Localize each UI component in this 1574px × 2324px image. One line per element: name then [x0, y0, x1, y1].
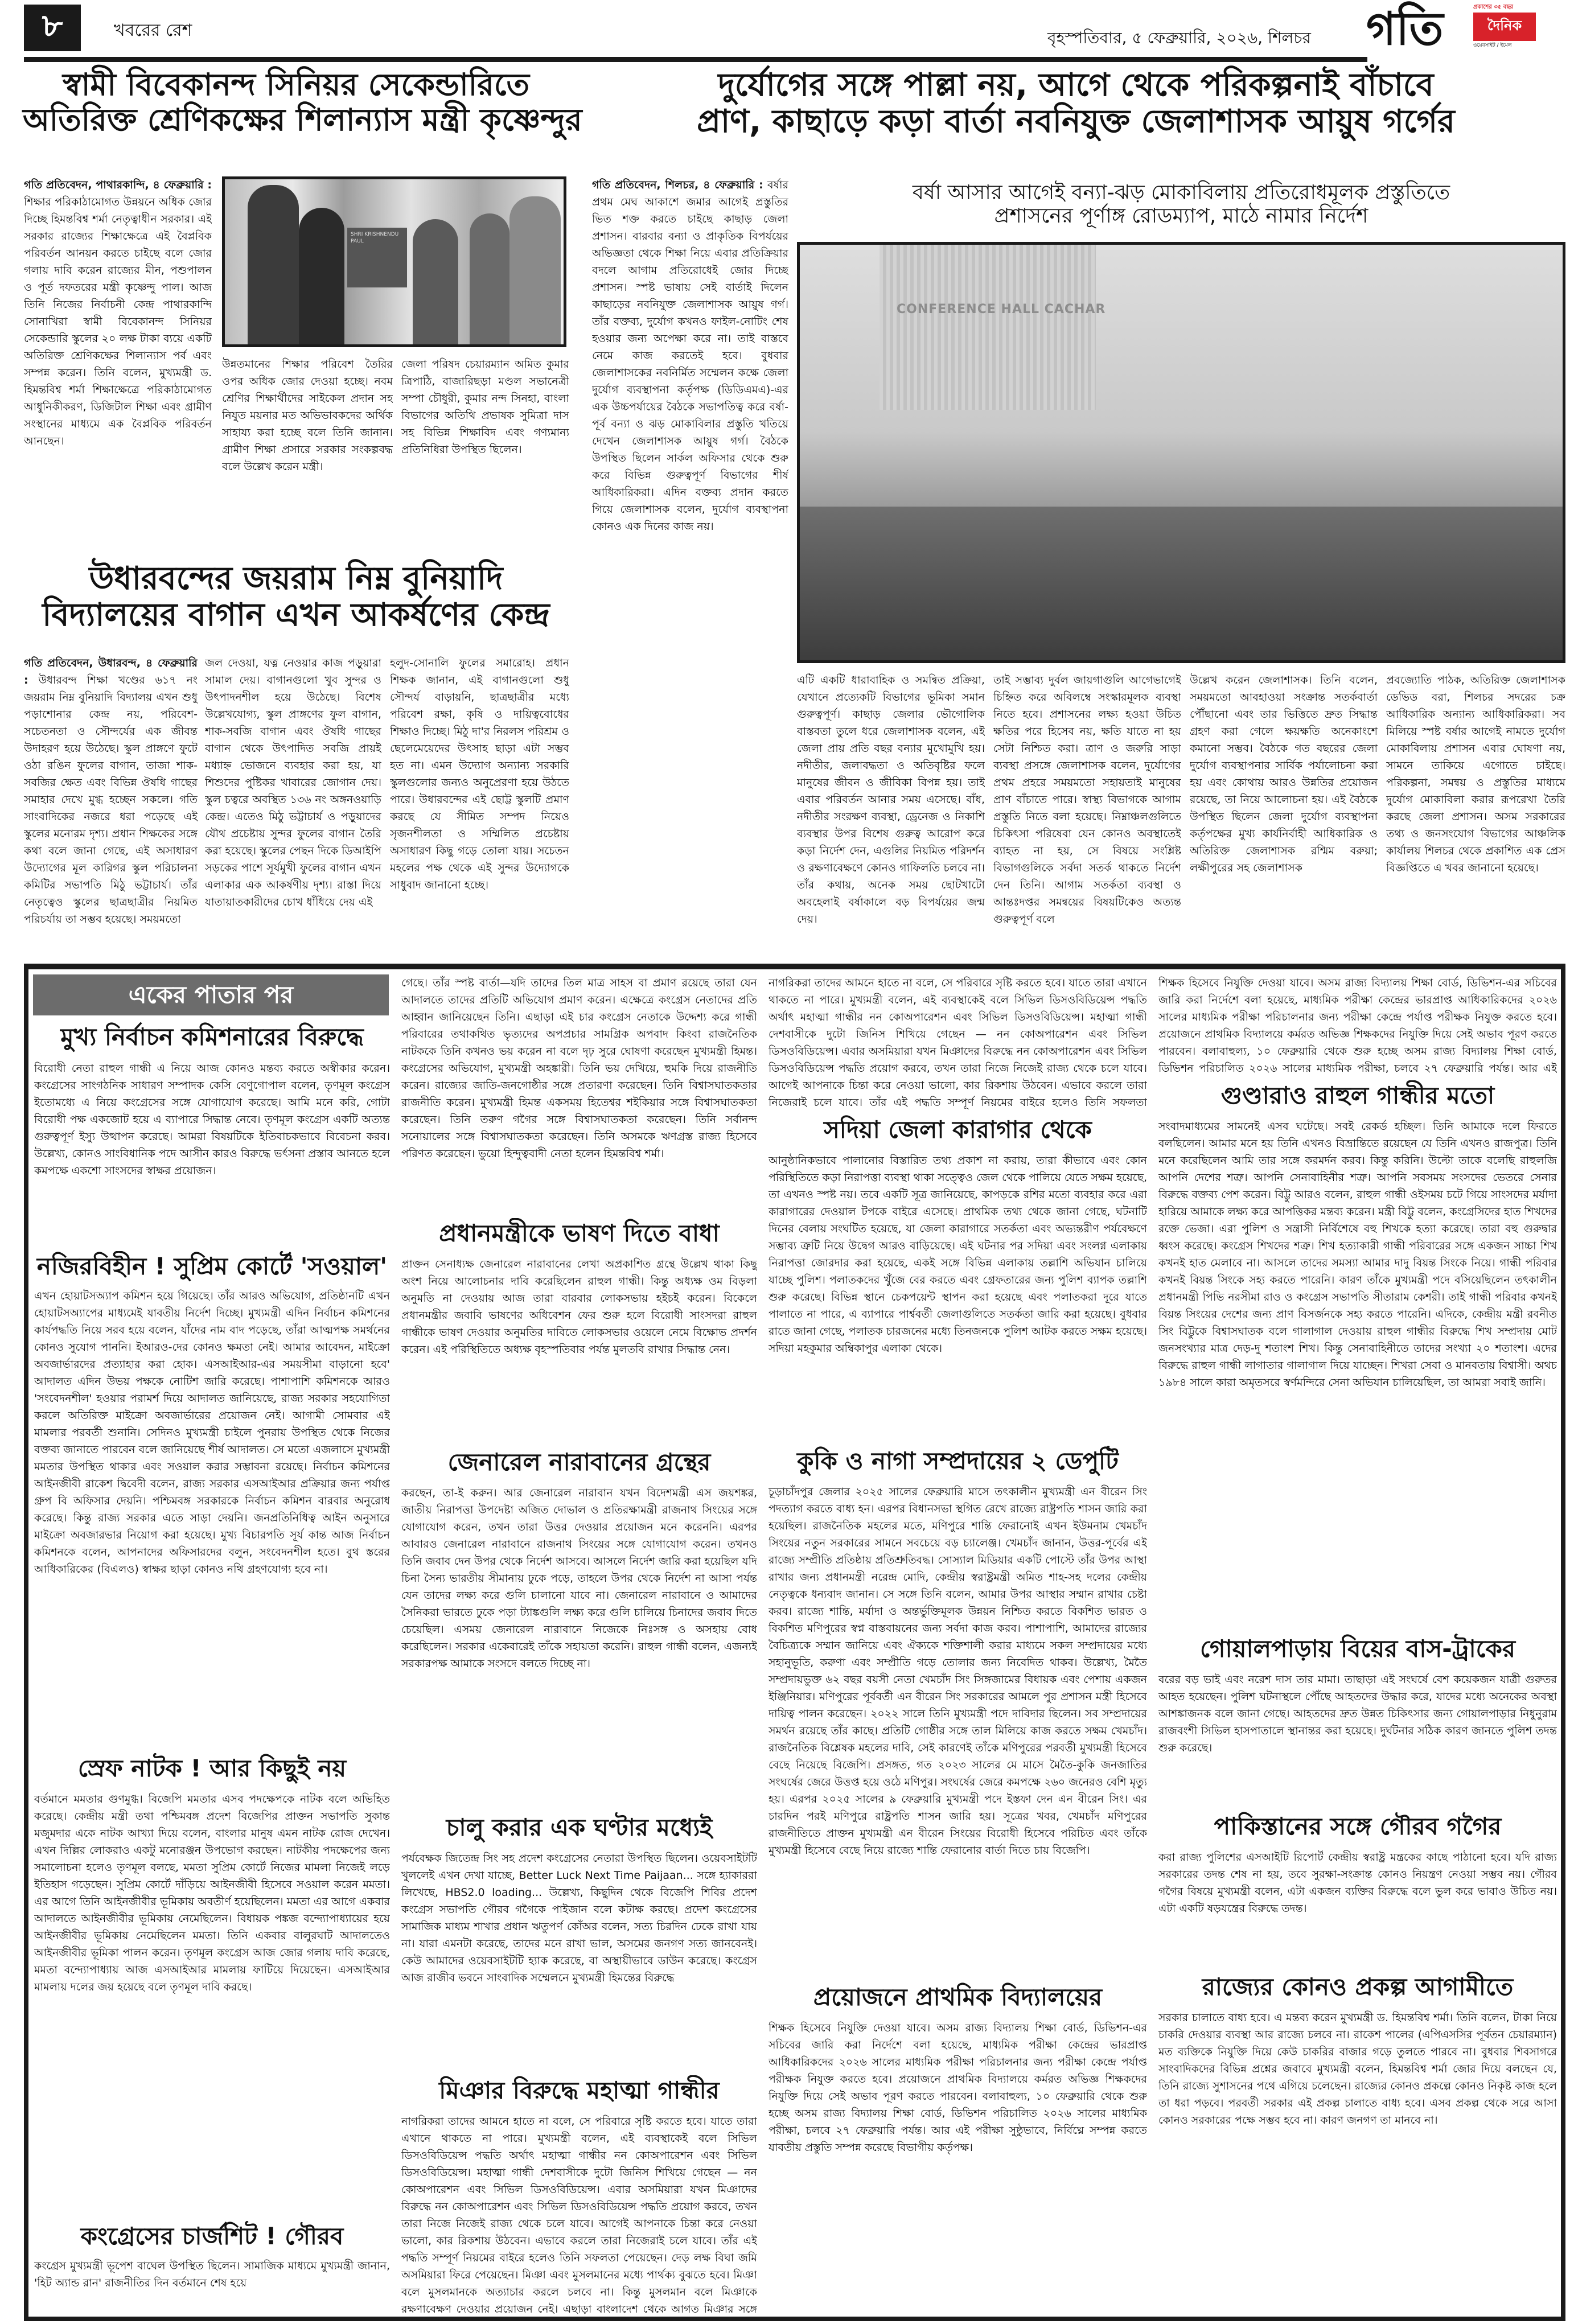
photo-figure [413, 219, 458, 344]
masthead-rule [24, 57, 1367, 62]
story-headline: প্রধানমন্ত্রীকে ভাষণ দিতে বাধা [439, 1219, 720, 1247]
story-body: বিরোধী নেতা রাহুল গান্ধী এ নিয়ে আজ কোনও মন্তব্য করতে অস্বীকার করেন। কংগ্রেসের সাংগঠনিক সাধারণ সম্পাদক কেসি বেণুগোপাল বলেন, তৃণমূল কংগ্রেস ইতোমধ্যে এ নিয়ে কংগ্রেসের সঙ্গে যোগাযোগ করেছে। আমি মনে করি, গোটা বিরোধী পক্ষ একজোট হয়ে এ ব্যাপারে সিদ্ধান্ত নেবে। তৃণমূল কংগ্রেস একটি অত্যন্ত গুরুত্বপূর্ণ ইস্যু উত্থাপন করেছে। আমরা বিষয়টিকে ইতিবাচকভাবে বিবেচনা করব। উল্লেখ্য, কোনও সাংবিধানিক পদে আসীন কারও বিরুদ্ধে ভর্ৎসনা প্রস্তাব আনতে হলে কমপক্ষে একশো সাংসদের স্বাক্ষর প্রয়োজন। [34, 1062, 390, 1177]
news-photo-foundation-stone [222, 176, 566, 347]
story-headline: সদিয়া জেলা কারাগার থেকে [824, 1116, 1092, 1144]
headline-line: বিদ্যালয়ের বাগান এখন আকর্ষণের কেন্দ্র [42, 597, 550, 634]
story-body: শিক্ষক হিসেবে নিযুক্তি দেওয়া যাবে। অসম রাজ্য বিদ্যালয় শিক্ষা বোর্ড, ডিভিশন-এর সচিবের জারি করা নির্দেশে বলা হয়েছে, মাধ্যমিক পরীক্ষা কেন্দ্রের ভারপ্রাপ্ত আধিকারিকদের ২০২৬ সালের মাধ্যমিক পরীক্ষা পরিচালনার জন্য পরীক্ষা কেন্দ্রে পর্যাপ্ত পরীক্ষক নিযুক্ত করতে হবে। প্রয়োজনে প্রাথমিক বিদ্যালয়ে কর্মরত অভিজ্ঞ শিক্ষকদের নিযুক্তি দিয়ে সেই অভাব পূরণ করতে পারবেন। বলাবাহুল্য, ১০ ফেব্রুয়ারি থেকে শুরু হচ্ছে অসম রাজ্য বিদ্যালয় শিক্ষা বোর্ড, ডিভিশন পরিচালিত ২০২৬ সালের মাধ্যমিক পরীক্ষা, চলবে ২৭ ফেব্রুয়ারি পর্যন্ত। আর এই পরীক্ষা সুষ্ঠুভাবে, নির্বিঘ্নে সম্পন্ন করতে যাবতীয় প্রস্তুতি সম্পন্ন করেছে বিভাগীয় কর্তৃপক্ষ। [768, 2022, 1147, 2154]
story-headline: প্রয়োজনে প্রাথমিক বিদ্যালয়ের [813, 1983, 1103, 2011]
newspaper-logo [1366, 1, 1574, 58]
story-headline: কংগ্রেসের চার্জশিট ! গৌরব [80, 2222, 344, 2250]
story-body: আনুষ্ঠানিকভাবে পালানোর বিস্তারিত তথ্য প্রকাশ না করায়, তারা কীভাবে এবং কোন পরিস্থিতিতে কড়া নিরাপত্তা ব্যবস্থা থাকা সত্ত্বেও জেল থেকে পালিয়ে যেতে সক্ষম হয়েছে, তা এখনও স্পষ্ট নয়। তবে একটি সূত্র জানিয়েছে, কাপড়কে রশির মতো ব্যবহার করে এরা কারাগারের দেওয়াল টপকে বাইরে এসেছে। প্রাথমিক তথ্য থেকে জানা গেছে, ঘটনাটি দিনের বেলায় সংঘটিত হয়েছে, যা জেলা কারাগারে সতর্কতা এবং অভ্যন্তরীণ পর্যবেক্ষণে সম্ভাব্য ত্রুটি নিয়ে উদ্বেগ আরও বাড়িয়েছে। এই ঘটনার পর সদিয়া এবং সংলগ্ন এলাকায় নিরাপত্তা জোরদার করা হয়েছে, একই সঙ্গে বিভিন্ন এলাকায় তল্লাশি অভিযান চালিয়ে যাচ্ছে পুলিশ। পলাতকদের খুঁজে বের করতে এবং গ্রেফতারের জন্য পুলিশ ব্যাপক তল্লাশি শুরু করেছে। বিভিন্ন স্থানে চেকপয়েন্ট স্থাপন করা হয়েছে এবং পলাতকরা দূরে যাতে পালাতে না পারে, এ ব্যাপারে পার্শ্ববর্তী জেলাগুলিতে সতর্কতা জারি করা হয়েছে। বুধবার রাতে জানা গেছে, পলাতক চারজনের মধ্যে তিনজনকে পুলিশ আটক করতে সক্ষম হয়েছে। সদিয়া মহকুমার অম্বিকাপুর এলাকা থেকে। [768, 1154, 1147, 1355]
article-column: উল্লেখ করেন জেলাশাসক। তিনি বলেন, সময়মতো আবহাওয়া সংক্রান্ত সতর্কবার্তা পৌঁছানো এবং তার ভিত্তিতে দ্রুত সিদ্ধান্ত গ্রহণ করা গেলে ক্ষয়ক্ষতি অনেকাংশে কমানো সম্ভব। বৈঠকে গত বছরের জেলা দুর্যোগ ব্যবস্থাপনার সার্বিক পর্যালোচনা করা হয় এবং কোথায় আরও উন্নতির প্রয়োজন রয়েছে, তা নিয়ে আলোচনা হয়। এই বৈঠকে উপস্থিত ছিলেন জেলা দুর্যোগ ব্যবস্থাপনা কর্তৃপক্ষের মুখ্য কার্যনির্বাহী আধিকারিক ও অতিরিক্ত জেলাশাসক রশ্মিম বরুয়া; লক্ষীপুরের সহ জেলাশাসক [1190, 674, 1378, 874]
subheadline-line: বর্ষা আসার আগেই বন্যা-ঝড় মোকাবিলায় প্রতিরোধমূলক প্রস্তুতিতে [912, 181, 1450, 204]
story-headline: চালু করার এক ঘণ্টার মধ্যেই [446, 1813, 713, 1841]
story-body: শিক্ষক হিসেবে নিযুক্তি দেওয়া যাবে। অসম রাজ্য বিদ্যালয় শিক্ষা বোর্ড, ডিভিশন-এর সচিবের জারি করা নির্দেশে বলা হয়েছে, মাধ্যমিক পরীক্ষা কেন্দ্রের ভারপ্রাপ্ত আধিকারিকদের ২০২৬ সালের মাধ্যমিক পরীক্ষা পরিচালনার জন্য পরীক্ষা কেন্দ্রে পর্যাপ্ত পরীক্ষক নিযুক্ত করতে হবে। প্রয়োজনে প্রাথমিক বিদ্যালয়ে কর্মরত অভিজ্ঞ শিক্ষকদের নিযুক্তি দিয়ে সেই অভাব পূরণ করতে পারবেন। বলাবাহুল্য, ১০ ফেব্রুয়ারি থেকে শুরু হচ্ছে অসম রাজ্য বিদ্যালয় শিক্ষা বোর্ড, ডিভিশন পরিচালিত ২০২৬ সালের মাধ্যমিক পরীক্ষা, চলবে ২৭ ফেব্রুয়ারি পর্যন্ত। আর এই [1158, 977, 1557, 1075]
article-column: জল দেওয়া, যত্ন নেওয়ার কাজ পড়ুয়ারা সামাল দেয়। বাগানগুলো খুব সুন্দর ও উৎপাদনশীল হয়ে উঠেছে। বিশেষ উল্লেখযোগ্য, স্কুল প্রাঙ্গণের ফুল বাগান, শাক-সবজি বাগান এবং ঔষধি গাছের বাগান থেকে উৎপাদিত সবজি প্রায়ই মধ্যাহ্ন ভোজনে ব্যবহার করা হয়, যা শিশুদের পুষ্টিকর খাবারের জোগান দেয়। স্কুল চত্বরে অবস্থিত ১৩৬ নং অঙ্গনওয়াড়ি কেন্দ্র। এতেও মিঠু ভট্টাচার্য ও পড়ুয়াদের যৌথ প্রচেষ্টায় সুন্দর ফুলের বাগান তৈরি করা হয়েছে। স্কুলের পেছন দিকে ডিআইপি সড়কের পাশে সূর্যমুখী ফুলের বাগান এখন এলাকার এক আকর্ষণীয় দৃশ্য। রাস্তা দিয়ে যাতায়াতকারীদের চোখ ধাঁধিয়ে দেয় এই [205, 657, 381, 908]
story-headline: কুকি ও নাগা সম্প্রদায়ের ২ ডেপুটি [797, 1447, 1119, 1475]
article-column [24, 176, 212, 552]
story-headline: স্রেফ নাটক ! আর কিছুই নয় [77, 1754, 347, 1782]
lead-story-headline [586, 67, 1565, 141]
photo-plaque: SHRI KRISHNENDU PAUL [347, 228, 407, 287]
story-headline: মুখ্য নির্বাচন কমিশনারের বিরুদ্ধে [60, 1023, 364, 1051]
article-dateline: গতি প্রতিবেদন, উধারবন্দ, ৪ ফেব্রুয়ারি : [24, 657, 198, 686]
logo-wordmark: গতি [1366, 2, 1444, 55]
masthead [0, 0, 1574, 57]
article-column [24, 655, 198, 962]
article-column: জেলা পরিষদ চেয়ারম্যান অমিত কুমার ত্রিপাঠি, বাজারিছড়া মণ্ডল সভানেত্রী সম্পা চৌধুরী, কুমার নন্দ সিনহা, বাংলা বিভাগের অতিথি প্রভাষক সুমিত্রা দাস সহ বিভিন্ন শিক্ষাবিদ এবং গণ্যমান্য প্রতিনিধিরা উপস্থিত ছিলেন। [401, 358, 569, 456]
lower-left-headline [23, 561, 569, 634]
headline-line: উধারবন্দের জয়রাম নিম্ন বুনিয়াদি [89, 560, 503, 597]
article-text: বর্ষার প্রথম মেঘ আকাশে জমার আগেই প্রস্তুতির ভিত শক্ত করতে চাইছে কাছাড় জেলা প্রশাসন। বারবার বন্যা ও প্রাকৃতিক বিপর্যয়ের অভিজ্ঞতা থেকে শিক্ষা নিয়ে এবার প্রতিক্রিয়ার বদলে আগাম প্রতিরোধেই জোর দিচ্ছে প্রশাসন। স্পষ্ট ভাষায় সেই বার্তাই দিলেন কাছাড়ের নবনিযুক্ত জেলাশাসক আয়ুষ গর্গ। তাঁর বক্তব্য, দুর্যোগ কখনও ফাইল-নোটিং শেষ হওয়ার জন্য অপেক্ষা করে না। তাই বাস্তবে নেমে কাজ করতেই হবে। বুধবার জেলাশাসকের নবনির্মিত সম্মেলন কক্ষে জেলা দুর্যোগ ব্যবস্থাপনা কর্তৃপক্ষ (ডিডিএমএ)-এর এক উচ্চপর্যায়ের বৈঠকে সভাপতিত্ব করে বর্ষা-পূর্ব বন্যা ও ঝড় মোকাবিলার প্রস্তুতি খতিয়ে দেখেন জেলাশাসক আয়ুষ গর্গ। বৈঠকে উপস্থিত ছিলেন সার্কল অফিসার থেকে শুরু করে বিভিন্ন গুরুত্বপূর্ণ বিভাগের শীর্ষ আধিকারিকরা। এদিন বক্তব্য প্রদান করতে গিয়ে জেলাশাসক বলেন, দুর্যোগ ব্যবস্থাপনা কোনও এক দিনের কাজ নয়। [592, 179, 788, 533]
story-headline: মিঞার বিরুদ্ধে মহাত্মা গান্ধীর [439, 2076, 720, 2104]
story-body: করছেন, তা-ই করুন। আর জেনারেল নারাবান যখন বিদেশমন্ত্রী এস জয়শঙ্কর, জাতীয় নিরাপত্তা উপদেষ্টা অজিত দোভাল ও প্রতিরক্ষামন্ত্রী রাজনাথ সিংয়ের সঙ্গে যোগাযোগ করেন, তখন তারা উত্তর দেওয়ার প্রয়োজন মনে করেননি। এরপর আবারও জেনারেল নারাবানে রাজনাথ সিংয়ের সঙ্গে যোগাযোগ করেন। তখনও তিনি জবাব দেন উপর থেকে নির্দেশ আসবে। আসলে নির্দেশ জারি করা হয়েছিল যদি চিনা সৈন্য ভারতীয় সীমানায় ঢুকে পড়ে, তাহলে উপর থেকে নির্দেশ না আসা পর্যন্ত যেন তাদের লক্ষ্য করে গুলি চালানো যাবে না। জেনারেল নারাবানে ও আমাদের সৈনিকরা ভারতে ঢুকে পড়া ট্যাঙ্কগুলি লক্ষ্য করে গুলি চালিয়ে চিনাদের জবাব দিতে চেয়েছিল। এসময় জেনারেল নারাবানে নিজেকে নিঃসঙ্গ ও অসহায় বোধ করেছিলেন। সরকার একেবারেই তাঁকে সহায়তা করেনি। রাহুল গান্ধী বলেন, এজন্যই সরকারপক্ষ আমাকে সংসদে বলতে দিচ্ছে না। [401, 1487, 757, 1670]
story-body: করা রাজ্য পুলিশের এসআইটি রিপোর্ট কেন্দ্রীয় স্বরাষ্ট্র মন্ত্রকের কাছে পাঠানো হবে। যদি রাজ্য সরকারের তদন্ত শেষ না হয়, তবে সুরক্ষা-সংক্রান্ত কোনও নিয়ন্ত্রণ নেওয়া সম্ভব নয়। গৌরব গগৈর বিষয়ে মুখ্যমন্ত্রী বলেন, এটা একজন ব্যক্তির বিরুদ্ধে বলে ভুল করে ভাবাও উচিত নয়। এটা একটি ষড়যন্ত্রের বিরুদ্ধে তদন্ত। [1158, 1851, 1557, 1915]
article-column: এটি একটি ধারাবাহিক ও সমন্বিত প্রক্রিয়া, যেখানে প্রত্যেকটি বিভাগের ভূমিকা সমান গুরুত্বপূর্ণ। কাছাড় জেলার ভৌগোলিক বাস্তবতা তুলে ধরে জেলাশাসক বলেন, এই জেলা প্রায় প্রতি বছর বন্যার মুখোমুখি হয়। নদীতীর, জলাবদ্ধতা ও অতিবৃষ্টির ফলে মানুষের জীবন ও জীবিকা বিপন্ন হয়। তাই এবার পরিবর্তন আনার সময় এসেছে। বাঁধ, নদীতীর সংরক্ষণ ব্যবস্থা, ড্রেনেজ ও নিকাশি ব্যবস্থার উপর বিশেষ গুরুত্ব আরোপ করে কড়া নির্দেশ দেন, এগুলির নিয়মিত পরিদর্শন ও রক্ষণাবেক্ষণে কোনও গাফিলতি চলবে না। তাঁর কথায়, অনেক সময় ছোটখাটো অবহেলাই বর্ষাকালে বড় বিপর্যয়ের জন্ম দেয়। [797, 674, 985, 926]
article-dateline: গতি প্রতিবেদন, শিলচর, ৪ ফেব্রুয়ারি : [592, 179, 763, 191]
article-column: প্রবজ্যোতি পাঠক, অতিরিক্ত জেলাশাসক ডেভিড বরা, শিলচর সদরের চক্র আধিকারিক অন্যান্য আধিকারিকরা। সব মিলিয়ে স্পষ্ট বর্ষার আগেই নামতে দুর্যোগ মোকাবিলায় প্রশাসন এবার ঘোষণা নয়, সামনে তাকিয়ে এগোতে চাইছে। পরিকল্পনা, সমন্বয় ও প্রস্তুতির মাধ্যমে দুর্যোগ মোকাবিলা করার রূপরেখা তৈরি করছে জেলা প্রশাসন। অসম সরকারের তথ্য ও জনসংযোগ বিভাগের আঞ্চলিক কার্যালয় শিলচর থেকে প্রকাশিত এক প্রেস বিজ্ঞপ্তিতে এ খবর জানানো হয়েছে। [1386, 674, 1565, 874]
article-text: উধারবন্দ শিক্ষা খণ্ডের ৬১৭ নং জয়রাম নিম্ন বুনিয়াদি বিদ্যালয় এখন শুধু পড়াশোনার কেন্দ্র নয়, পরিবেশ-সচেতনতা ও সৌন্দর্যের এক জীবন্ত উদাহরণ হয়ে উঠেছে। স্কুল প্রাঙ্গণে ফুটে ওঠা রঙিন ফুলের বাগান, তাজা শাক-সবজির ক্ষেত এবং বিভিন্ন ঔষধি গাছের সমাহার দেখে মুগ্ধ হচ্ছেন সকলে। গতি সাংবাদিকের নজরে ধরা পড়েছে এই স্কুলের মনোরম দৃশ্য। প্রধান শিক্ষকের সঙ্গে কথা বলে জানা গেছে, এই অসাধারণ উদ্যোগের মূল কারিগর স্কুল পরিচালনা কমিটির সভাপতি মিঠু ভট্টাচার্য। তাঁর নেতৃত্বেও স্কুলের ছাত্রছাত্রীর নিয়মিত পরিচর্যায় তা সম্ভব হয়েছে। সময়মতো [24, 674, 198, 926]
top-left-headline [23, 67, 582, 138]
photo-figure [470, 213, 509, 344]
story-body: এখন হোয়াটসঅ্যাপ কমিশন হয়ে গিয়েছে। তাঁর আরও অভিযোগ, প্রতিষ্ঠানটি এখন হোয়াটসঅ্যাপের মাধ্যমেই যাবতীয় নির্দেশ দিচ্ছে। মুখ্যমন্ত্রী এদিন নির্বাচন কমিশনের কার্যপদ্ধতি নিয়ে সরব হয়ে বলেন, যাঁদের নাম বাদ পড়েছে, তাঁরা আত্মপক্ষ সমর্থনের কোনও সুযোগ পাননি। ইআরও-দের কোনও ক্ষমতা নেই। আমার আবেদন, মাইক্রো অবজার্ভারদের প্রত্যাহার করা হোক। এসআইআর-এর সময়সীমা বাড়ানো হবে' আদালত এদিন উভয় পক্ষকে নোটিশ জারি করেছে। পাশাপাশি কমিশনকে আরও 'সংবেদনশীল' হওয়ার পরামর্শ দিয়ে আদালত জানিয়েছে, রাজ্য সরকার সহযোগিতা করলে অতিরিক্ত মাইক্রো অবজার্ভারের প্রয়োজন নেই। আগামী সোমবার এই মামলার পরবর্তী শুনানি। সেদিনও মুখ্যমন্ত্রী চাইলে পুনরায় উপস্থিত থেকে নিজের বক্তব্য জানাতে পারবেন বলে জানিয়েছে শীর্ষ আদালত। সে মতো এজলাসে মুখ্যমন্ত্রী মমতার উপস্থিত থাকার এবং সওয়াল করার সম্ভাবনা রয়েছে। নির্বাচন কমিশনের আইনজীবী রাকেশ দ্বিবেদী বলেন, রাজ্য সরকার এসআইআর প্রক্রিয়ার জন্য পর্যাপ্ত গ্রুপ বি অফিসার দেয়নি। পশ্চিমবঙ্গ সরকারকে নির্বাচন কমিশন বারবার অনুরোধ করেছে। কিন্তু রাজ্য সরকার এতে সাড়া দেয়নি। জনপ্রতিনিধিত্ব আইন অনুসারে মাইক্রো অবজারভার নিয়োগ করা হয়েছে। মুখ্য বিচারপতি সূর্য কান্ত আজ নির্বাচন কমিশনকে বলেন, আপনাদের অফিসারদের বলুন, সংবেদনশীল হতে। বুথ স্তরের আধিকারিকের (বিএলও) স্বাক্ষর ছাড়া কোনও নথি গ্রহণযোগ্য হবে না। [34, 1290, 390, 1576]
story-headline: নজিরবিহীন ! সুপ্রিম কোর্টে 'সওয়াল' [36, 1252, 388, 1280]
logo-side-panel [1473, 3, 1570, 57]
logo-tagline: প্রকাশের ৩৫ বছর [1473, 4, 1513, 10]
photo-wall-panel [880, 245, 1096, 410]
story-headline: পাকিস্তানের সঙ্গে গৌরব গগৈর [1214, 1812, 1502, 1840]
section-divider [24, 964, 1565, 969]
story-body: বরের বড় ভাই এবং নরেশ দাস তার মামা। তাছাড়া এই সংঘর্ষে বেশ কয়েকজন যাত্রী গুরুতর আহত হয়েছেন। পুলিশ ঘটনাস্থলে পৌঁছে আহতদের উদ্ধার করে, যাদের মধ্যে অনেকের অবস্থা আশঙ্কাজনক বলে জানা গেছে। আহতদের দ্রুত উন্নত চিকিৎসার জন্য গোয়ালপাড়ার নিধুনুরাম রাজবংশী সিভিল হাসপাতালে স্থানান্তর করা হয়েছে। দুর্ঘটনার সঠিক কারণ জানতে পুলিশ তদন্ত শুরু করেছে। [1158, 1673, 1557, 1754]
article-column: হলুদ-সোনালি ফুলের সমারোহ। প্রধান শিক্ষক জানান, এই বাগানগুলো শুধু সৌন্দর্য বাড়ায়নি, ছাত্রছাত্রীর মধ্যে পরিবেশ রক্ষা, কৃষি ও দায়িত্ববোধের শিক্ষাও দিচ্ছে। মিঠু দা'র নিরলস পরিশ্রম ও ছেলেমেয়েদের উৎসাহ ছাড়া এটা সম্ভব হত না। এমন উদ্যোগ অন্যান্য সরকারি স্কুলগুলোর জন্যও অনুপ্রেরণা হয়ে উঠতে পারে। উধারবন্দের এই ছোট্ট স্কুলটি প্রমাণ করছে যে সীমিত সম্পদ নিয়েও সৃজনশীলতা ও সম্মিলিত প্রচেষ্টায় অসাধারণ কিছু গড়ে তোলা যায়। সচেতন মহলের পক্ষ থেকে এই সুন্দর উদ্যোগকে সাধুবাদ জানানো হচ্ছে। [390, 657, 569, 891]
story-headline: গোয়ালপাড়ায় বিয়ের বাস-ট্রাকের [1199, 1635, 1515, 1663]
logo-badge: দৈনিক [1473, 13, 1536, 41]
logo-contact: ওয়েবসাইট / ইমেল [1473, 43, 1512, 48]
article-column: তাই সম্ভাব্য দুর্বল জায়গাগুলি আগেভাগেই চিহ্নিত করে অবিলম্বে সংস্কারমূলক ব্যবস্থা নিতে হবে। প্রশাসনের লক্ষ্য হওয়া উচিত ক্ষতির পরে হিসেব নয়, ক্ষতি যাতে না হয় সেটা নিশ্চিত করা। ত্রাণ ও জরুরি সাড়া ব্যবস্থা প্রসঙ্গে জেলাশাসক বলেন, দুর্যোগের প্রথম প্রহরে সময়মতো সহায়তাই মানুষের প্রাণ বাঁচাতে পারে। স্বাস্থ্য বিভাগকে আগাম প্রস্তুতি নিতে বলা হয়েছে। নিম্নাঞ্চলগুলিতে চিকিৎসা পরিষেবা যেন কোনও অবস্থাতেই ব্যাহত না হয়, সে বিষয়ে সংশ্লিষ্ট বিভাগগুলিকে সর্বদা সতর্ক থাকতে নির্দেশ দেন তিনি। আগাম সতর্কতা ব্যবস্থা ও আন্তঃদপ্তর সমন্বয়ের বিষয়টিকেও অত্যন্ত গুরুত্বপূর্ণ বলে [993, 674, 1181, 926]
photo-figure [248, 185, 299, 344]
lead-story-subheadline [797, 181, 1565, 228]
photo-figure [299, 208, 344, 344]
photo-sign: CONFERENCE HALL CACHAR [897, 302, 1106, 316]
news-photo-conference-hall [797, 242, 1565, 663]
story-headline: রাজ্যের কোনও প্রকল্প আগামীতে [1202, 1973, 1514, 2001]
story-body: চূড়াচাঁদপুর জেলার ২০২৫ সালের ফেব্রুয়ারি মাসে তৎকালীন মুখ্যমন্ত্রী এন বীরেন সিং পদত্যাগ করতে বাধ্য হন। এরপর বিধানসভা স্থগিত রেখে রাজ্যে রাষ্ট্রপতি শাসন জারি করা হয়েছিল। রাজনৈতিক মহলের মতে, মণিপুরে শান্তি ফেরানোই এখন ইউমনাম খেমচাঁদ সিংয়ের নতুন সরকারের সামনে সবচেয়ে বড় চ্যালেঞ্জ। খেমচাঁদ জানান, উত্তর-পূর্বের এই রাজ্যে সম্প্রীতি প্রতিষ্ঠায় প্রতিশ্রুতিবদ্ধ। সোস্যাল মিডিয়ার একটি পোস্টে তাঁর উপর আস্থা রাখার জন্য প্রধানমন্ত্রী নরেন্দ্র মোদি, কেন্দ্রীয় স্বরাষ্ট্রমন্ত্রী অমিত শাহ-সহ দলের কেন্দ্রীয় নেতৃত্বকে ধন্যবাদ জানান। সে সঙ্গে তিনি বলেন, আমার উপর আস্থার সম্মান রাখার চেষ্টা করব। রাজ্যে শান্তি, মর্যাদা ও অন্তর্ভুক্তিমূলক উন্নয়ন নিশ্চিত করতে বিকশিত ভারত ও বিকশিত মণিপুরের স্বপ্ন বাস্তবায়নের জন্য সর্বদা কাজ করব। পাশাপাশি, আমাদের রাজ্যের বৈচিত্র্যকে সম্মান জানিয়ে এবং ঐক্যকে শক্তিশালী করার মাধ্যমে সকল সম্প্রদায়ের মধ্যে সহানুভূতি, করুণা এবং সম্প্রীতি গড়ে তোলার জন্য নিবেদিত থাকব। উল্লেখ্য, মৈতৈ সম্প্রদায়ভুক্ত ৬২ বছর বয়সী নেতা খেমচাঁদ সিং সিঙ্গজামের বিধায়ক এবং পেশায় একজন ইঞ্জিনিয়ার। মণিপুরের পূর্ববর্তী এন বীরেন সিং সরকারের আমলে পুর প্রশাসন মন্ত্রী হিসেবে দায়িত্ব পালন করেছেন। ২০২২ সালে তিনি মুখ্যমন্ত্রী পদে দাবিদার ছিলেন। সব সম্প্রদায়ের সমর্থন রয়েছে তাঁর কাছে। প্রতিটি গোষ্ঠীর সঙ্গে তাল মিলিয়ে কাজ করতে সক্ষম খেমচাঁদ। রাজনৈতিক বিশ্লেষক মহলের দাবি, সেই কারণেই তাঁকে মণিপুরের পরবর্তী মুখ্যমন্ত্রী হিসেবে বেছে নিয়েছে বিজেপি। প্রসঙ্গত, গত ২০২৩ সালের মে মাসে মৈতৈ-কুকি জনজাতির সংঘর্ষের জেরে উত্তপ্ত হয়ে ওঠে মণিপুর। সংঘর্ষের জেরে কমপক্ষে ২৬০ জনেরও বেশি মৃত্যু হয়। এরপর ২০২৫ সালের ৯ ফেব্রুয়ারি মুখ্যমন্ত্রী পদে ইস্তফা দেন এন বীরেন সিং। এর চারদিন পরই মণিপুরে রাষ্ট্রপতি শাসন জারি হয়। সূত্রের খবর, খেমচাঁদ মণিপুরের রাজনীতিতে প্রাক্তন মুখ্যমন্ত্রী এন বীরেন সিংয়ের বিরোধী হিসেবে পরিচিত এবং তাঁকে মুখ্যমন্ত্রী হিসেবে বেছে নিয়ে রাজ্যে শান্তি ফেরানোর বার্তা দিতে চায় বিজেপি। [768, 1486, 1147, 1857]
story-body: পর্যবেক্ষক জিতেন্দ্র সিং সহ প্রদেশ কংগ্রেসের নেতারা উপস্থিত ছিলেন। ওয়েবসাইটটি খুললেই এখন দেখা যাচ্ছে, Better Luck Next Time Paijaan... সঙ্গে হ্যাকাররা লিখেছে, HBS2.0 loading... উল্লেখ্য, কিছুদিন থেকে বিজেপি শিবির প্রদেশ কংগ্রেস সভাপতি গৌরব গগৈকে পাইজান বলে কটাক্ষ করছে। প্রদেশ কংগ্রেসের সামাজিক মাধ্যম শাখার প্রধান ঋতুপর্ণ কোঁঅর বলেন, সত্য চিরদিন ঢেকে রাখা যায় না। যারা এমনটা করেছে, তাদের মনে রাখা ভাল, অসমের জনগণ সত্য জানবেনই। কেউ আমাদের ওয়েবসাইটটি হ্যাক করেছে, বা অস্থায়ীভাবে ডাউন করেছে। কংগ্রেস আজ রাজীব ভবনে সাংবাদিক সম্মেলনে মুখ্যমন্ত্রী হিমন্তের বিরুদ্ধে [401, 1852, 757, 1984]
story-body: সংবাদমাধ্যমের সামনেই এসব ঘটেছে। সবই রেকর্ড হচ্ছিল। তিনি আমাকে দলে ফিরতে বলছিলেন। আমার মনে হয় তিনি এখনও বিভ্রান্তিতে রয়েছেন যে তিনি এখনও রাজপুত্র। তিনি মনে করেছিলেন আমি তার সঙ্গে করমর্দন করব। কিন্তু করিনি। উল্টো তাকে বলেছি রাহুলজি আপনি দেশের শত্রু। আপনি সেনাবাহিনীর শত্রু। আপনি সবসময় সংসদের ভেতরে সেনার বিরুদ্ধে বক্তব্য পেশ করেন। বিট্টু আরও বলেন, রাহুল গান্ধী ওইসময় চটে গিয়ে সাংসদের মর্যাদা হারিয়ে আমাকে লক্ষ্য করে আপত্তিকর মন্তব্য করেন। মন্ত্রী বিট্টু বলেন, কংগ্রেসিদের হাত শিখদের রক্তে ভেজা। এরা পুলিশ ও সন্ত্রাসী নির্বিশেষে বহু শিখকে হত্যা করেছে। তারা বহু গুরুদ্বার ধ্বংস করেছে। কংগ্রেস শিখদের শত্রু। শিখ হত্যাকারী গান্ধী পরিবারের সঙ্গে একজন সাচ্চা শিখ কখনই হাত মেলাবে না। আসলে তাদের সমস্যা আমার দাদু বিয়ন্ত সিংকে নিয়ে। গান্ধী পরিবার কখনই বিয়ন্ত সিংকে সহ্য করতে পারেনি। কারণ তাঁকে মুখ্যমন্ত্রী পদে বসিয়েছিলেন তৎকালীন প্রধানমন্ত্রী পিভি নরসীমা রাও ও কংগ্রেস সভাপতি সীতারাম কেশরী। তাই গান্ধী পরিবার কখনই বিয়ন্ত সিংয়ের দেশের জন্য প্রাণ বিসর্জনকে সহ্য করতে পারেনি। এদিকে, কেন্দ্রীয় মন্ত্রী রবনীত সিং বিট্টুকে বিশ্বাসঘাতক বলে গালাগাল দেওয়ায় রাহুল গান্ধীর বিরুদ্ধে শিখ সম্প্রদায় মোট জনসংখ্যার মাত্র দেড়-দু শতাংশ শিখ। কিন্তু সেনাবাহিনীতে তাদের সংখ্যা ২০ শতাংশ। এদের বিরুদ্ধে রাহুল গান্ধী লাগাতার গালাগাল দিয়ে যাচ্ছেন। শিখরা সেবা ও মানবতায় বিশ্বাসী। অথচ ১৯৮৪ সালে কারা অমৃতসরে স্বর্ণমন্দিরে সেনা অভিযান চালিয়েছিল, তা আমরা সবাই জানি। [1158, 1120, 1557, 1389]
story-body: কংগ্রেস মুখ্যমন্ত্রী ভূপেশ বাঘেল উপস্থিত ছিলেন। সামাজিক মাধ্যমে মুখ্যমন্ত্রী জানান, 'হিট অ্যান্ড রান' রাজনীতির দিন বর্তমানে শেষ হয়ে [34, 2260, 390, 2289]
page-number: ৮ [24, 5, 81, 51]
article-text: শিক্ষার পরিকাঠামোগত উন্নয়নে অধিক জোর দিচ্ছে হিমন্তবিশ্ব শর্মা নেতৃত্বাধীন সরকার। এই সরকার রাজ্যের শিক্ষাক্ষেত্রে এই বৈপ্লবিক পরিবর্তন আনয়ন করতে চাইছে বলে জোর গলায় দাবি করেন রাজ্যের মীন, পশুপালন ও পূর্ত দফতরের মন্ত্রী কৃষ্ণেন্দু পাল। আজ তিনি নিজের নির্বাচনী কেন্দ্র পাথারকান্দি সোনাখিরা স্বামী বিবেকানন্দ সিনিয়র সেকেন্ডারি স্কুলের ২০ লক্ষ টাকা ব্যয়ে একটি অতিরিক্ত শ্রেণিকক্ষের শিলান্যাস পর্ব এবং সম্পন্ন করেন। তিনি বলেন, মুখ্যমন্ত্রী ড. হিমন্তবিশ্ব শর্মা শিক্ষাক্ষেত্রে পরিকাঠামোগত আধুনিকীকরণ, ডিজিটাল শিক্ষা এবং গ্রামীণ সংস্থানের মাধ্যমে এক বৈপ্লবিক পরিবর্তন আনছেন। [24, 196, 212, 447]
story-body: নাগরিকরা তাদের আমনে হাতে না বলে, সে পরিবারে সৃষ্টি করতে হবে। যাতে তারা এখানে থাকতে না পারে। মুখ্যমন্ত্রী বলেন, এই ব্যবস্থাকেই বলে সিভিল ডিসওবিডিয়েন্স পদ্ধতি অর্থাৎ মহাত্মা গান্ধীর নন কোঅপারেশন এবং সিভিল ডিসওবিডিয়েন্স। মহাত্মা গান্ধী দেশবাসীকে দুটো জিনিস শিখিয়ে গেছেন — নন কোঅপারেশন এবং সিভিল ডিসওবিডিয়েন্স। এবার অসমিয়ারা যখন মিঞাদের বিরুদ্ধে নন কোঅপারেশন এবং সিভিল ডিসওবিডিয়েন্স পদ্ধতি প্রয়োগ করবে, তখন তারা নিজে নিজেই রাজ্য থেকে চলে যাবে। আগেই আপনাকে চিন্তা করে নেওয়া ভালো, কার রিকশায় উঠবেন। এভাবে করলে তারা নিজেরাই চলে যাবে। তাঁর এই পদ্ধতি সম্পূর্ণ নিয়মের বাইরে হলেও তিনি সফলতা পেয়েছেন। দেড় লক্ষ বিঘা জমি অসমিয়ারা ফিরে পেয়েছেন। মিঞা এবং মুসলমানের মধ্যে পার্থক্য বুঝতে হবে। মিঞা বলে মুসলমানকে অত্যাচার করলে চলবে না। কিন্তু মুসলমান বলে মিঞাকে রক্ষণাবেক্ষণ দেওয়ার প্রয়োজন নেই। এছাড়া বাংলাদেশ থেকে আগত মিঞার সঙ্গে [401, 2115, 757, 2315]
article-column: উন্নতমানের শিক্ষার পরিবেশ তৈরির ওপর অধিক জোর দেওয়া হচ্ছে। নবম শ্রেণির শিক্ষার্থীদের সাইকেল প্রদান সহ নিযুত ময়নার মত অভিভাবকদের অর্থিক সাহায্য করা হচ্ছে বলে তিনি জানান। গ্রামীণ শিক্ষা প্রসারে সরকার সংকল্পবদ্ধ বলে উল্লেখ করেন মন্ত্রী। [222, 358, 393, 473]
story-body: প্রাক্তন সেনাধ্যক্ষ জেনারেল নারাবানের লেখা অপ্রকাশিত গ্রন্থে উল্লেখ থাকা কিছু অংশ নিয়ে আলোচনার দাবি করেছিলেন রাহুল গান্ধী। কিন্তু অধ্যক্ষ ওম বিড়লা অনুমতি না দেওয়ায় আজ তারা বারবার লোকসভায় হইচই করেন। বিকেলে প্রধানমন্ত্রীর জবাবি ভাষণের অধিবেশন ফের শুরু হলে বিরোধী সাংসদরা রাহুল গান্ধীকে ভাষণ দেওয়ার অনুমতির দাবিতে লোকসভার ওয়েলে নেমে বিক্ষোভ প্রদর্শন করেন। এই পরিস্থিতিতে অধ্যক্ষ বৃহস্পতিবার পর্যন্ত মুলতবি রাখার সিদ্ধান্ত নেন। [401, 1258, 757, 1356]
issue-dateline: বৃহস্পতিবার, ৫ ফেব্রুয়ারি, ২০২৬, শিলচর [1047, 28, 1311, 47]
story-headline: জেনারেল নারাবানের গ্রন্থের [447, 1448, 711, 1476]
headline-line: প্রাণ, কাছাড়ে কড়া বার্তা নবনিযুক্ত জেলাশাসক আয়ুষ গর্গের [697, 103, 1455, 141]
article-column [592, 176, 788, 962]
photo-meeting-table [800, 507, 1563, 663]
photo-figure [509, 196, 561, 344]
story-body: সরকার চালাতে বাধ্য হবে। এ মন্তব্য করেন মুখ্যমন্ত্রী ড. হিমন্তবিশ্ব শর্মা। তিনি বলেন, টাকা নিয়ে চাকরি দেওয়ার ব্যবস্থা আর রাজ্যে চলবে না। রাকেশ পালের (এপিএসসির পূর্বতন চেয়ারম্যান) মত ব্যক্তিকে নিযুক্তি দিয়ে কেউ চাকরির বাজার গড়ে তুলতে পারবে না। বুধবার শিবসাগরে সাংবাদিকদের বিভিন্ন প্রশ্নের জবাবে মুখ্যমন্ত্রী বলেন, হিমন্তবিশ্ব শর্মা জোর দিয়ে বলছেন যে, তিনি রাজ্যে সুশাসনের পথে এগিয়ে চলেছেন। রাজ্যের কোনও প্রকল্পে কোনও নিকৃষ্ট কাজ হলে তা ধরা পড়বে। পরবর্তী সরকার এই প্রকল্প চালাতে বাধ্য হবে। এসব প্রকল্প থেকে সরে আসা কোনও সরকারের পক্ষে সম্ভব হবে না। কারণ জনগণ তা মানবে না। [1158, 2012, 1557, 2126]
article-dateline: গতি প্রতিবেদন, পাথারকান্দি, ৪ ফেব্রুয়ারি : [24, 179, 212, 191]
story-body: গেছে। তাঁর স্পষ্ট বার্তা—যদি তাদের তিল মাত্র সাহস বা প্রমাণ রয়েছে তারা যেন আদালতে তাদের প্রতিটি অভিযোগ প্রমাণ করেন। এক্ষেত্রে কংগ্রেস নেতাদের প্রতি আহ্বান জানিয়েছেন তিনি। এছাড়া এই চার কংগ্রেস নেতাকে উদ্দেশ্য করে গান্ধী পরিবারের তথাকথিত ভৃত্যদের অপপ্রচার সামগ্রিক অপবাদ কিংবা রাজনৈতিক নাটককে তিনি কখনও ভয় করেন না বলে দৃঢ় সুরে ঘোষণা করেছেন মুখ্যমন্ত্রী হিমন্ত। কংগ্রেসের অভিযোগ, মুখ্যমন্ত্রী অহঙ্কারী। তিনি ভয় দেখিয়ে, হুমকি দিয়ে রাজনীতি করেন। রাজ্যের জাতি-জনগোষ্ঠীর সঙ্গে প্রতারণা করেছেন। তিনি বিশ্বাসঘাতকতার রাজনীতি করেন। মুখ্যমন্ত্রী হিমন্ত একসময় হিতেশ্বর শইকিয়ার সঙ্গে বিশ্বাসঘাতকতা করেছেন। তিনি তরুণ গগৈর সঙ্গে বিশ্বাসঘাতকতা করেছেন। তিনি সর্বানন্দ সনোয়ালের সঙ্গে বিশ্বাসঘাতকতা করেছেন। তিনি অসমকে ঋণগ্রস্ত রাজ্য হিসেবে পরিণত করেছেন। ভুয়ো হিন্দুত্ববাদী নেতা হলেন হিমন্তবিশ্ব শর্মা। [401, 977, 757, 1160]
headline-line: অতিরিক্ত শ্রেণিকক্ষের শিলান্যাস মন্ত্রী কৃষ্ণেন্দুর [23, 102, 582, 138]
story-body: বর্তমানে মমতার গুণমুগ্ধ। বিজেপি মমতার এসব পদক্ষেপকে নাটক বলে অভিহিত করেছে। কেন্দ্রীয় মন্ত্রী তথা পশ্চিমবঙ্গ প্রদেশ বিজেপির প্রাক্তন সভাপতি সুকান্ত মজুমদার একে নাটক আখ্যা দিয়ে বলেন, বাংলার মানুষ এমন নাটক রোজ দেখেন। এখন দিল্লির লোকরাও একটু মনোরঞ্জন উপভোগ করছেন। নাটকীয় পদক্ষেপের জন্য সমালোচনা হলেও তৃণমূল বলছে, মমতা সুপ্রিম কোর্টে নিজের মামলা নিজেই লড়ে ইতিহাস গড়েছেন। সুপ্রিম কোর্টে দাঁড়িয়ে আইনজীবী হিসেবে সওয়াল করেন মমতা। এর আগে তিনি আইনজীবীর ভূমিকায় অবতীর্ণ হয়েছিলেন। মমতা এর আগে একবার আদালতে আইনজীবীর ভূমিকায় নেমেছিলেন। বিধায়ক পঙ্কজ বন্দ্যোপাধ্যায়ের হয়ে আইনজীবীর ভূমিকায় নেমেছিলেন মমতা। তিনি একবার বালুরঘাট আদালতেও আইনজীবীর ভূমিকা পালন করেন। তৃণমূল কংগ্রেস আজ জোর গলায় দাবি করেছে, মমতা বন্দ্যোপাধ্যায় আজ এসআইআর মামলায় ফাটিয়ে দিয়েছেন। এসআইআর মামলায় দলের জয় হয়েছে বলে তৃণমূল দাবি করছে। [34, 1793, 390, 1993]
continuation-banner: একের পাতার পর [33, 974, 389, 1015]
subheadline-line: প্রশাসনের পূর্ণাঙ্গ রোডম্যাপ, মাঠে নামার নির্দেশ [994, 204, 1368, 228]
headline-line: দুর্যোগের সঙ্গে পাল্লা নয়, আগে থেকে পরিকল্পনাই বাঁচাবে [718, 67, 1434, 104]
story-body: নাগরিকরা তাদের আমনে হাতে না বলে, সে পরিবারে সৃষ্টি করতে হবে। যাতে তারা এখানে থাকতে না পারে। মুখ্যমন্ত্রী বলেন, এই ব্যবস্থাকেই বলে সিভিল ডিসওবিডিয়েন্স পদ্ধতি অর্থাৎ মহাত্মা গান্ধীর নন কোঅপারেশন এবং সিভিল ডিসওবিডিয়েন্স। মহাত্মা গান্ধী দেশবাসীকে দুটো জিনিস শিখিয়ে গেছেন — নন কোঅপারেশন এবং সিভিল ডিসওবিডিয়েন্স। এবার অসমিয়ারা যখন মিঞাদের বিরুদ্ধে নন কোঅপারেশন এবং সিভিল ডিসওবিডিয়েন্স পদ্ধতি প্রয়োগ করবে, তখন তারা নিজে নিজেই রাজ্য থেকে চলে যাবে। আগেই আপনাকে চিন্তা করে নেওয়া ভালো, কার রিকশায় উঠবেন। এভাবে করলে তারা নিজেরাই চলে যাবে। তাঁর এই পদ্ধতি সম্পূর্ণ নিয়মের বাইরে হলেও তিনি সফলতা [768, 977, 1147, 1109]
story-headline: গুণ্ডারাও রাহুল গান্ধীর মতো [1220, 1081, 1495, 1109]
section-name: খবরের রেশ [114, 20, 192, 40]
headline-line: স্বামী বিবেকানন্দ সিনিয়র সেকেন্ডারিতে [62, 67, 530, 102]
